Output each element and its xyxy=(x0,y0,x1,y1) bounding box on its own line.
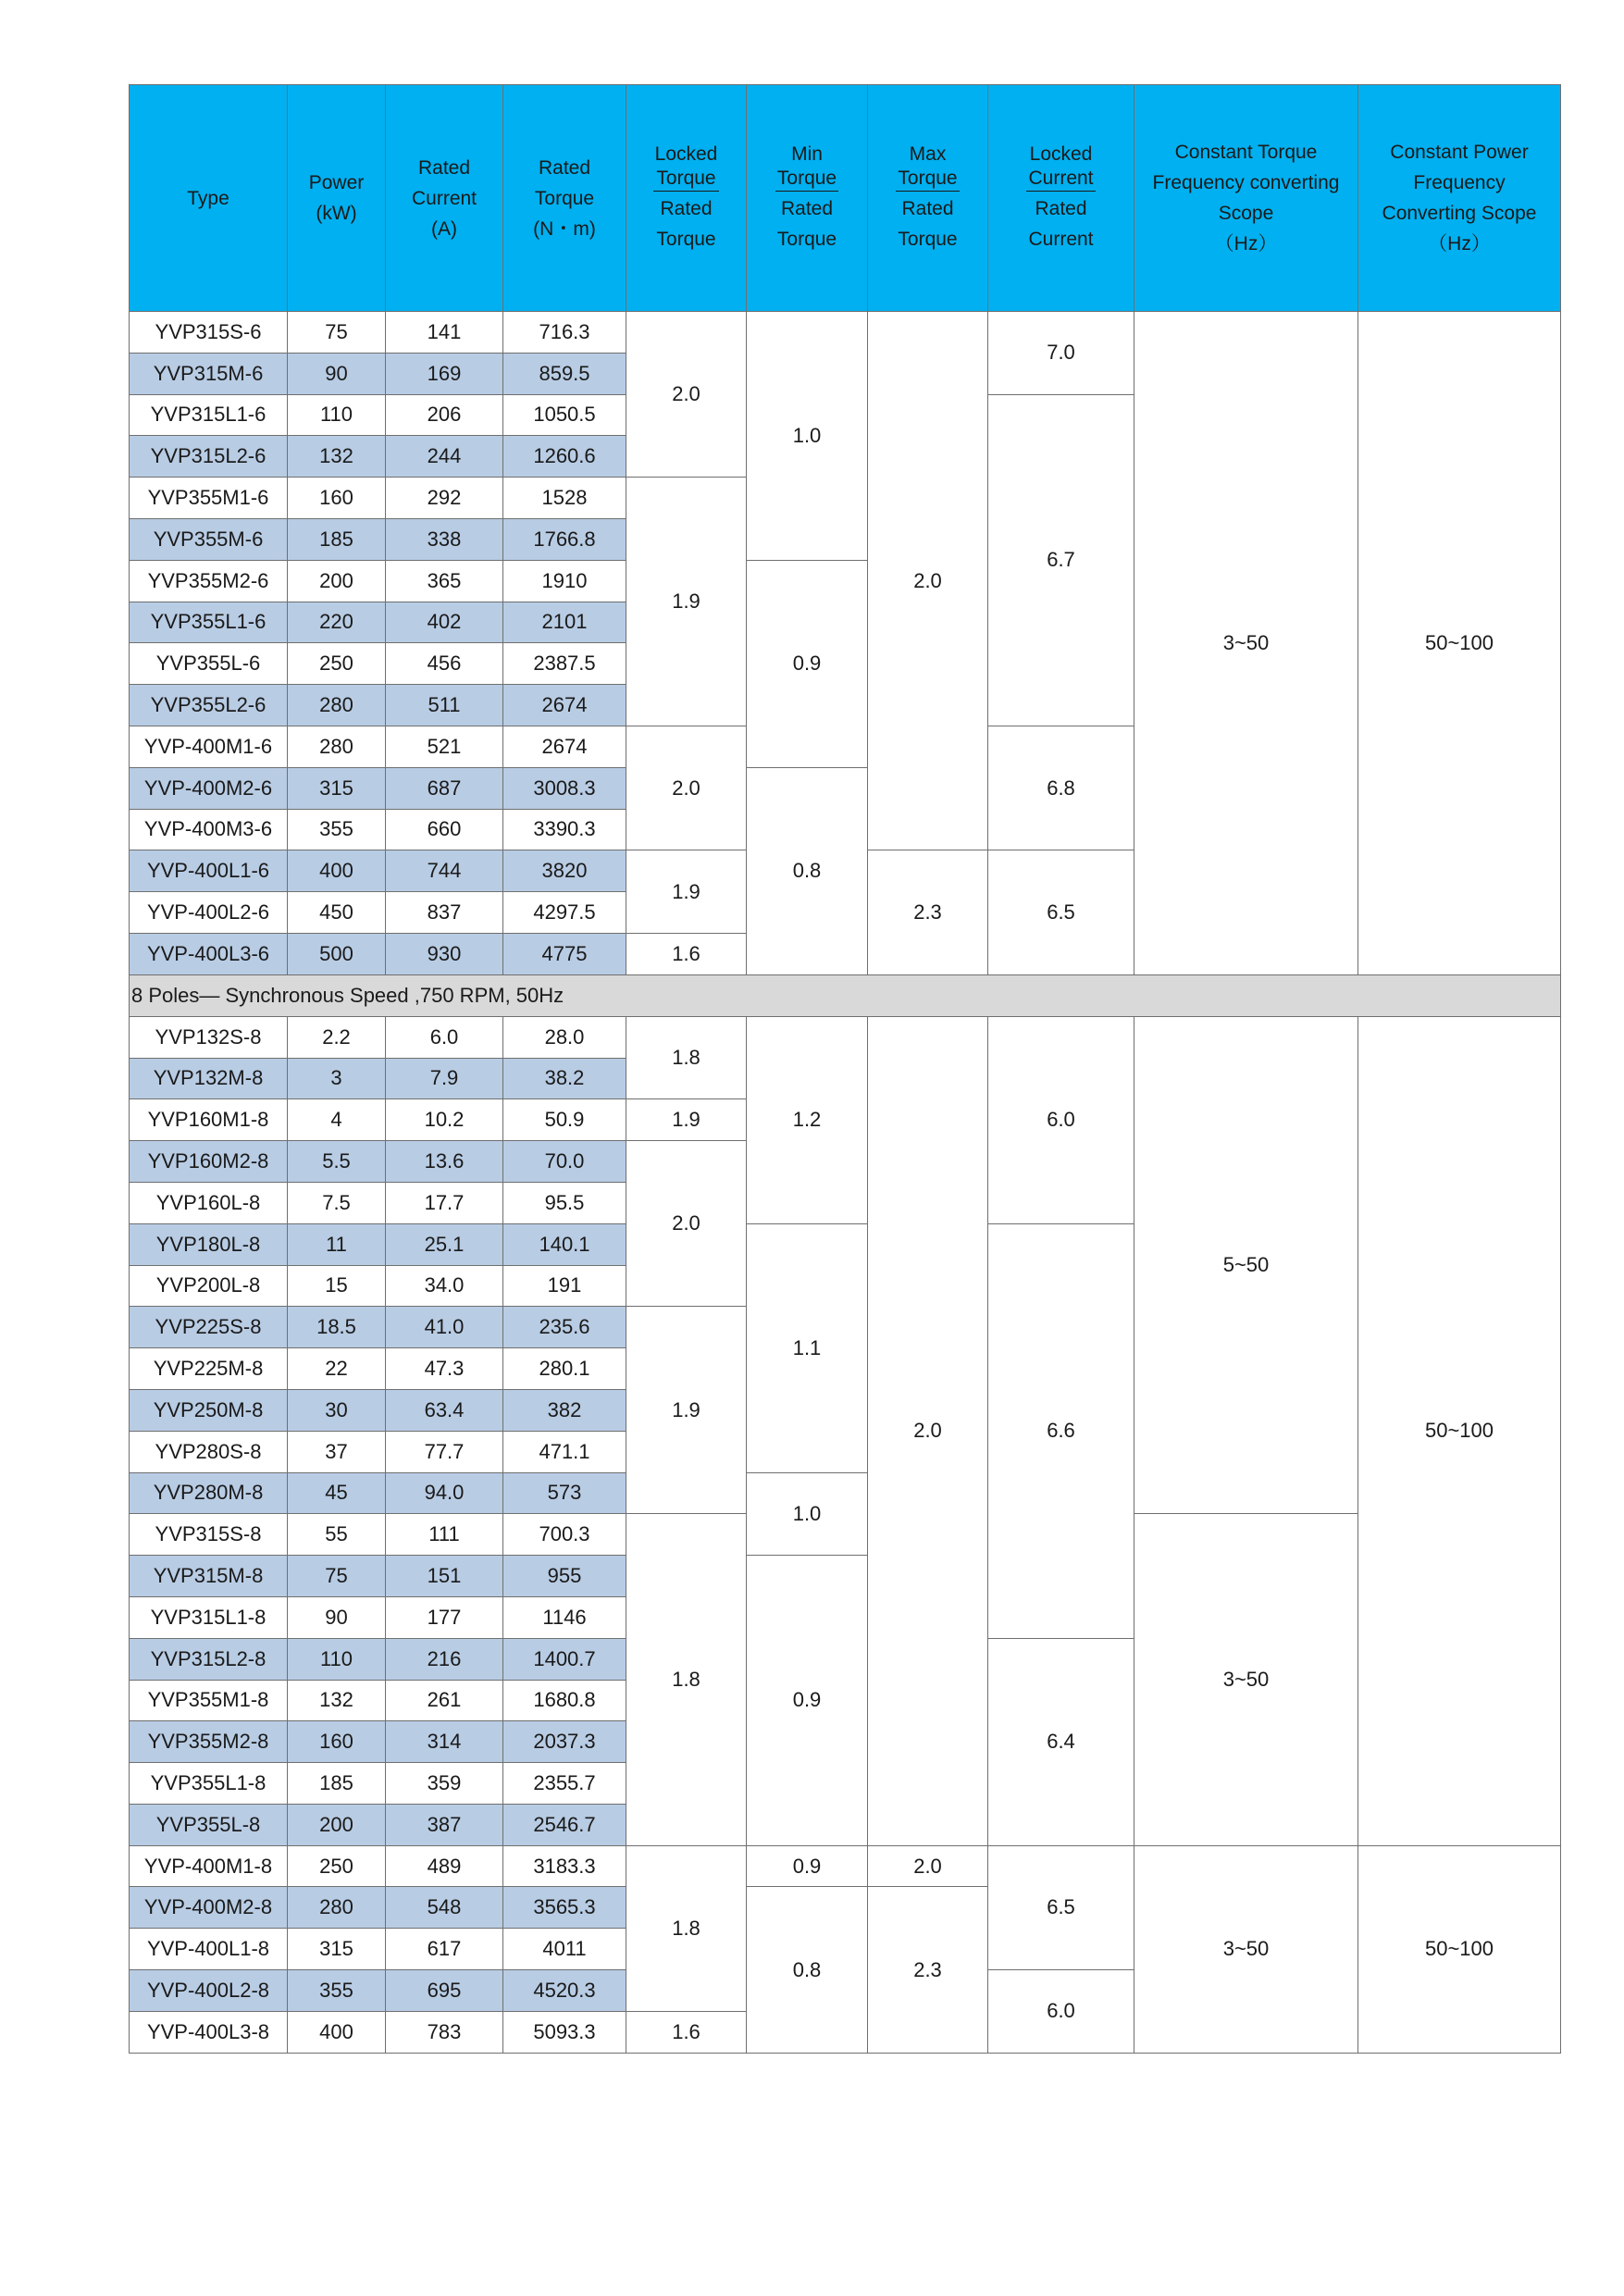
rated-torque-cell: 2355.7 xyxy=(503,1763,626,1805)
rated-current-cell: 206 xyxy=(386,394,503,436)
power-cell: 280 xyxy=(288,685,386,726)
rated-torque-cell: 235.6 xyxy=(503,1307,626,1348)
rated-torque-cell: 1050.5 xyxy=(503,394,626,436)
rated-current-cell: 244 xyxy=(386,436,503,478)
type-cell: YVP250M-8 xyxy=(130,1389,288,1431)
power-cell: 500 xyxy=(288,933,386,974)
type-cell: YVP-400L2-6 xyxy=(130,892,288,934)
type-cell: YVP-400M1-8 xyxy=(130,1845,288,1887)
min-torque-cell: 0.9 xyxy=(747,560,868,767)
locked-torque-cell: 1.6 xyxy=(626,933,747,974)
rated-current-cell: 216 xyxy=(386,1638,503,1680)
type-cell: YVP315L1-8 xyxy=(130,1596,288,1638)
type-cell: YVP-400M2-8 xyxy=(130,1887,288,1929)
rated-current-cell: 63.4 xyxy=(386,1389,503,1431)
rated-current-cell: 548 xyxy=(386,1887,503,1929)
type-cell: YVP225M-8 xyxy=(130,1348,288,1390)
rated-torque-cell: 70.0 xyxy=(503,1141,626,1183)
power-cell: 450 xyxy=(288,892,386,934)
locked-torque-cell: 1.9 xyxy=(626,478,747,726)
power-cell: 250 xyxy=(288,643,386,685)
rated-torque-cell: 3008.3 xyxy=(503,767,626,809)
power-cell: 355 xyxy=(288,809,386,850)
rated-current-cell: 6.0 xyxy=(386,1016,503,1058)
constant-power-scope-cell: 50~100 xyxy=(1358,1016,1561,1845)
rated-current-cell: 141 xyxy=(386,312,503,354)
rated-torque-cell: 859.5 xyxy=(503,353,626,394)
power-cell: 30 xyxy=(288,1389,386,1431)
locked-current-cell: 6.5 xyxy=(988,850,1134,974)
rated-torque-cell: 2674 xyxy=(503,685,626,726)
rated-torque-cell: 2387.5 xyxy=(503,643,626,685)
rated-torque-cell: 2101 xyxy=(503,602,626,643)
locked-current-cell: 6.8 xyxy=(988,726,1134,850)
power-cell: 355 xyxy=(288,1970,386,2012)
rated-torque-cell: 3390.3 xyxy=(503,809,626,850)
type-cell: YVP-400M1-6 xyxy=(130,726,288,767)
type-cell: YVP315M-6 xyxy=(130,353,288,394)
constant-torque-scope-cell: 3~50 xyxy=(1134,312,1358,975)
power-cell: 75 xyxy=(288,1556,386,1597)
type-cell: YVP160M1-8 xyxy=(130,1099,288,1141)
rated-torque-cell: 4297.5 xyxy=(503,892,626,934)
rated-torque-cell: 1260.6 xyxy=(503,436,626,478)
power-cell: 220 xyxy=(288,602,386,643)
header-max-torque-ratio: Max Torque Rated Torque xyxy=(868,85,988,312)
table-row xyxy=(130,1016,1561,1058)
rated-current-cell: 456 xyxy=(386,643,503,685)
max-torque-cell: 2.0 xyxy=(868,1016,988,1845)
rated-current-cell: 489 xyxy=(386,1845,503,1887)
rated-torque-cell: 50.9 xyxy=(503,1099,626,1141)
type-cell: YVP355M2-8 xyxy=(130,1721,288,1763)
rated-current-cell: 695 xyxy=(386,1970,503,2012)
rated-torque-cell: 2674 xyxy=(503,726,626,767)
type-cell: YVP315L1-6 xyxy=(130,394,288,436)
power-cell: 18.5 xyxy=(288,1307,386,1348)
constant-torque-scope-cell: 5~50 xyxy=(1134,1016,1358,1514)
type-cell: YVP180L-8 xyxy=(130,1223,288,1265)
type-cell: YVP200L-8 xyxy=(130,1265,288,1307)
rated-torque-cell: 955 xyxy=(503,1556,626,1597)
rated-torque-cell: 4775 xyxy=(503,933,626,974)
locked-torque-cell: 2.0 xyxy=(626,312,747,478)
type-cell: YVP355M2-6 xyxy=(130,560,288,602)
locked-torque-cell: 1.8 xyxy=(626,1845,747,2011)
locked-current-cell: 6.4 xyxy=(988,1638,1134,1845)
rated-torque-cell: 1910 xyxy=(503,560,626,602)
type-cell: YVP280M-8 xyxy=(130,1472,288,1514)
rated-current-cell: 77.7 xyxy=(386,1431,503,1472)
type-cell: YVP355L1-6 xyxy=(130,602,288,643)
min-torque-cell: 1.2 xyxy=(747,1016,868,1223)
power-cell: 280 xyxy=(288,726,386,767)
power-cell: 110 xyxy=(288,394,386,436)
type-cell: YVP355L-6 xyxy=(130,643,288,685)
power-cell: 200 xyxy=(288,1804,386,1845)
type-cell: YVP280S-8 xyxy=(130,1431,288,1472)
rated-current-cell: 25.1 xyxy=(386,1223,503,1265)
section-title: 8 Poles— Synchronous Speed ,750 RPM, 50Hz xyxy=(130,974,1561,1016)
rated-current-cell: 111 xyxy=(386,1514,503,1556)
power-cell: 22 xyxy=(288,1348,386,1390)
min-torque-cell: 0.9 xyxy=(747,1556,868,1846)
constant-torque-scope-cell: 3~50 xyxy=(1134,1845,1358,2053)
type-cell: YVP315L2-6 xyxy=(130,436,288,478)
type-cell: YVP315S-6 xyxy=(130,312,288,354)
header-row xyxy=(130,85,1561,312)
power-cell: 3 xyxy=(288,1058,386,1099)
type-cell: YVP355M1-6 xyxy=(130,478,288,519)
header-power: Power (kW) xyxy=(288,85,386,312)
locked-current-cell: 6.6 xyxy=(988,1223,1134,1638)
type-cell: YVP355L1-8 xyxy=(130,1763,288,1805)
power-cell: 5.5 xyxy=(288,1141,386,1183)
rated-torque-cell: 382 xyxy=(503,1389,626,1431)
locked-current-cell: 7.0 xyxy=(988,312,1134,395)
header-rated-current: Rated Current (A) xyxy=(386,85,503,312)
type-cell: YVP160M2-8 xyxy=(130,1141,288,1183)
locked-torque-cell: 1.8 xyxy=(626,1514,747,1845)
locked-torque-cell: 1.9 xyxy=(626,850,747,934)
rated-torque-cell: 140.1 xyxy=(503,1223,626,1265)
motor-spec-table xyxy=(129,84,1561,2054)
power-cell: 11 xyxy=(288,1223,386,1265)
type-cell: YVP225S-8 xyxy=(130,1307,288,1348)
rated-current-cell: 292 xyxy=(386,478,503,519)
type-cell: YVP-400L3-8 xyxy=(130,2011,288,2053)
rated-current-cell: 34.0 xyxy=(386,1265,503,1307)
type-cell: YVP-400M3-6 xyxy=(130,809,288,850)
rated-torque-cell: 1766.8 xyxy=(503,518,626,560)
rated-current-cell: 387 xyxy=(386,1804,503,1845)
max-torque-cell: 2.0 xyxy=(868,1845,988,1887)
rated-torque-cell: 3820 xyxy=(503,850,626,892)
locked-current-cell: 6.5 xyxy=(988,1845,1134,1969)
power-cell: 132 xyxy=(288,436,386,478)
type-cell: YVP315S-8 xyxy=(130,1514,288,1556)
power-cell: 250 xyxy=(288,1845,386,1887)
rated-current-cell: 169 xyxy=(386,353,503,394)
rated-torque-cell: 4011 xyxy=(503,1929,626,1970)
power-cell: 110 xyxy=(288,1638,386,1680)
power-cell: 15 xyxy=(288,1265,386,1307)
rated-torque-cell: 4520.3 xyxy=(503,1970,626,2012)
rated-current-cell: 338 xyxy=(386,518,503,560)
rated-current-cell: 402 xyxy=(386,602,503,643)
rated-torque-cell: 3565.3 xyxy=(503,1887,626,1929)
type-cell: YVP-400L1-6 xyxy=(130,850,288,892)
rated-current-cell: 17.7 xyxy=(386,1182,503,1223)
locked-current-cell: 6.0 xyxy=(988,1016,1134,1223)
rated-current-cell: 47.3 xyxy=(386,1348,503,1390)
rated-torque-cell: 5093.3 xyxy=(503,2011,626,2053)
power-cell: 400 xyxy=(288,850,386,892)
rated-current-cell: 660 xyxy=(386,809,503,850)
constant-power-scope-cell: 50~100 xyxy=(1358,312,1561,975)
power-cell: 160 xyxy=(288,1721,386,1763)
type-cell: YVP-400L2-8 xyxy=(130,1970,288,2012)
locked-torque-cell: 2.0 xyxy=(626,726,747,850)
constant-power-scope-cell: 50~100 xyxy=(1358,1845,1561,2053)
max-torque-cell: 2.0 xyxy=(868,312,988,850)
min-torque-cell: 0.8 xyxy=(747,1887,868,2053)
rated-current-cell: 837 xyxy=(386,892,503,934)
header-type: Type xyxy=(130,85,288,312)
power-cell: 132 xyxy=(288,1680,386,1721)
min-torque-cell: 1.0 xyxy=(747,1472,868,1556)
locked-torque-cell: 1.9 xyxy=(626,1307,747,1514)
table-row xyxy=(130,312,1561,354)
rated-torque-cell: 2037.3 xyxy=(503,1721,626,1763)
rated-torque-cell: 471.1 xyxy=(503,1431,626,1472)
rated-torque-cell: 1680.8 xyxy=(503,1680,626,1721)
min-torque-cell: 0.8 xyxy=(747,767,868,974)
power-cell: 2.2 xyxy=(288,1016,386,1058)
header-constant-torque-scope: Constant Torque Frequency converting Scope （Hz） xyxy=(1134,85,1358,312)
locked-torque-cell: 2.0 xyxy=(626,1141,747,1307)
power-cell: 185 xyxy=(288,1763,386,1805)
power-cell: 280 xyxy=(288,1887,386,1929)
rated-current-cell: 7.9 xyxy=(386,1058,503,1099)
type-cell: YVP160L-8 xyxy=(130,1182,288,1223)
power-cell: 185 xyxy=(288,518,386,560)
type-cell: YVP132M-8 xyxy=(130,1058,288,1099)
power-cell: 55 xyxy=(288,1514,386,1556)
power-cell: 7.5 xyxy=(288,1182,386,1223)
rated-current-cell: 314 xyxy=(386,1721,503,1763)
power-cell: 4 xyxy=(288,1099,386,1141)
rated-torque-cell: 1400.7 xyxy=(503,1638,626,1680)
rated-torque-cell: 716.3 xyxy=(503,312,626,354)
power-cell: 160 xyxy=(288,478,386,519)
rated-current-cell: 41.0 xyxy=(386,1307,503,1348)
rated-current-cell: 744 xyxy=(386,850,503,892)
rated-torque-cell: 191 xyxy=(503,1265,626,1307)
power-cell: 90 xyxy=(288,1596,386,1638)
rated-torque-cell: 28.0 xyxy=(503,1016,626,1058)
header-locked-current-ratio: Locked Current Rated Current xyxy=(988,85,1134,312)
rated-current-cell: 783 xyxy=(386,2011,503,2053)
type-cell: YVP355L-8 xyxy=(130,1804,288,1845)
constant-torque-scope-cell: 3~50 xyxy=(1134,1514,1358,1845)
locked-current-cell: 6.0 xyxy=(988,1970,1134,2054)
power-cell: 75 xyxy=(288,312,386,354)
type-cell: YVP-400L3-6 xyxy=(130,933,288,974)
max-torque-cell: 2.3 xyxy=(868,1887,988,2053)
locked-current-cell: 6.7 xyxy=(988,394,1134,726)
rated-torque-cell: 280.1 xyxy=(503,1348,626,1390)
rated-current-cell: 177 xyxy=(386,1596,503,1638)
power-cell: 90 xyxy=(288,353,386,394)
power-cell: 200 xyxy=(288,560,386,602)
locked-torque-cell: 1.8 xyxy=(626,1016,747,1099)
power-cell: 400 xyxy=(288,2011,386,2053)
table-row xyxy=(130,1845,1561,1887)
rated-current-cell: 151 xyxy=(386,1556,503,1597)
rated-torque-cell: 1528 xyxy=(503,478,626,519)
rated-current-cell: 521 xyxy=(386,726,503,767)
rated-current-cell: 687 xyxy=(386,767,503,809)
rated-current-cell: 10.2 xyxy=(386,1099,503,1141)
type-cell: YVP315M-8 xyxy=(130,1556,288,1597)
rated-torque-cell: 95.5 xyxy=(503,1182,626,1223)
rated-current-cell: 617 xyxy=(386,1929,503,1970)
locked-torque-cell: 1.9 xyxy=(626,1099,747,1141)
rated-current-cell: 94.0 xyxy=(386,1472,503,1514)
power-cell: 45 xyxy=(288,1472,386,1514)
rated-current-cell: 13.6 xyxy=(386,1141,503,1183)
header-constant-power-scope: Constant Power Frequency Converting Scope （Hz） xyxy=(1358,85,1561,312)
header-min-torque-ratio: Min Torque Rated Torque xyxy=(747,85,868,312)
type-cell: YVP315L2-8 xyxy=(130,1638,288,1680)
type-cell: YVP355L2-6 xyxy=(130,685,288,726)
rated-torque-cell: 2546.7 xyxy=(503,1804,626,1845)
rated-current-cell: 365 xyxy=(386,560,503,602)
header-rated-torque: Rated Torque (N・m) xyxy=(503,85,626,312)
table-body xyxy=(130,312,1561,2054)
type-cell: YVP132S-8 xyxy=(130,1016,288,1058)
section-header-8-poles xyxy=(130,974,1561,1016)
type-cell: YVP-400M2-6 xyxy=(130,767,288,809)
type-cell: YVP-400L1-8 xyxy=(130,1929,288,1970)
min-torque-cell: 1.1 xyxy=(747,1223,868,1472)
rated-current-cell: 261 xyxy=(386,1680,503,1721)
rated-current-cell: 359 xyxy=(386,1763,503,1805)
rated-torque-cell: 700.3 xyxy=(503,1514,626,1556)
rated-current-cell: 930 xyxy=(386,933,503,974)
rated-torque-cell: 3183.3 xyxy=(503,1845,626,1887)
max-torque-cell: 2.3 xyxy=(868,850,988,974)
power-cell: 315 xyxy=(288,1929,386,1970)
rated-current-cell: 511 xyxy=(386,685,503,726)
min-torque-cell: 1.0 xyxy=(747,312,868,561)
locked-torque-cell: 1.6 xyxy=(626,2011,747,2053)
rated-torque-cell: 1146 xyxy=(503,1596,626,1638)
power-cell: 37 xyxy=(288,1431,386,1472)
min-torque-cell: 0.9 xyxy=(747,1845,868,1887)
type-cell: YVP355M1-8 xyxy=(130,1680,288,1721)
header-locked-torque-ratio: Locked Torque Rated Torque xyxy=(626,85,747,312)
power-cell: 315 xyxy=(288,767,386,809)
type-cell: YVP355M-6 xyxy=(130,518,288,560)
rated-torque-cell: 38.2 xyxy=(503,1058,626,1099)
rated-torque-cell: 573 xyxy=(503,1472,626,1514)
